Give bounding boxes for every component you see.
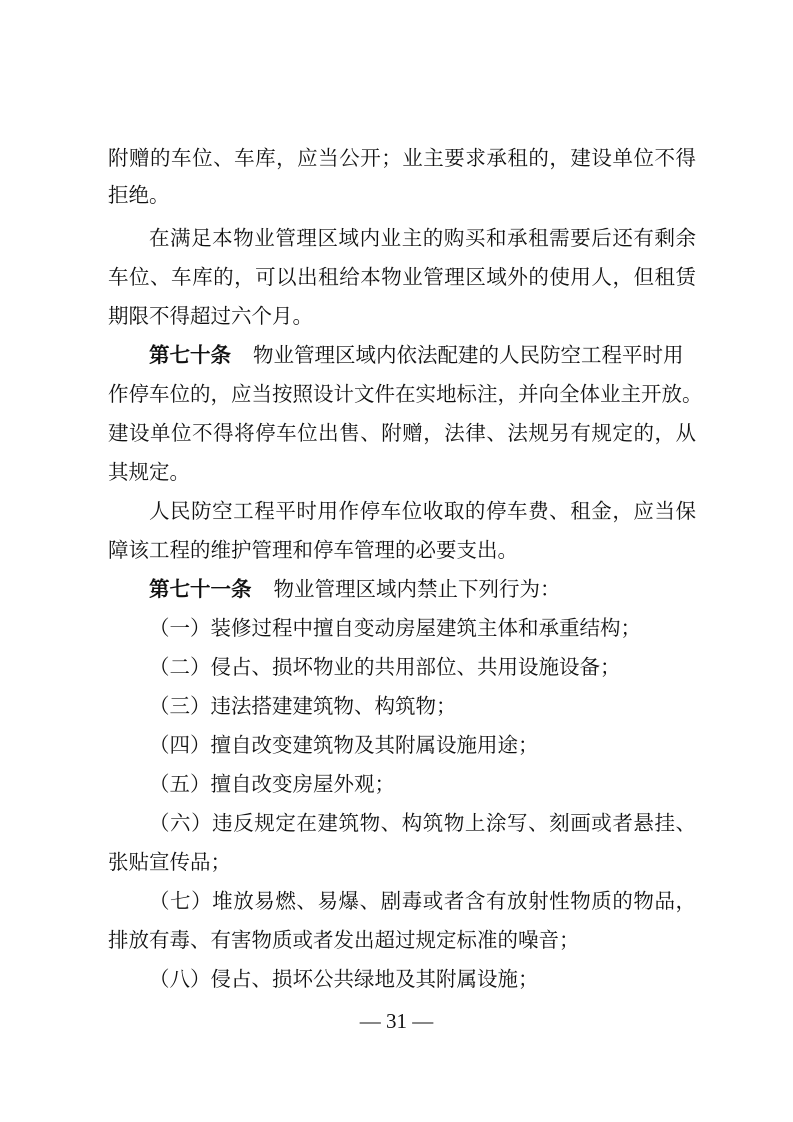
list-item: （五）擅自改变房屋外观； [149,772,395,796]
list-item: （一）装修过程中擅自变动房屋建筑主体和承重结构； [149,616,641,640]
list-item: （三）违法搭建建筑物、构筑物； [149,694,457,718]
body-text-line: 附赠的车位、车库，应当公开；业主要求承租的，建设单位不得 [108,146,696,170]
article-71-first-line [149,574,696,604]
body-text-span: 物业管理区域内禁止下列行为： [273,577,561,601]
body-text-line: 建设单位不得将停车位出售、附赠，法律、法规另有规定的，从 [108,421,696,445]
body-text-line: 车位、车库的，可以出租给本物业管理区域外的使用人，但租赁 [108,265,696,289]
body-text-span: 物业管理区域内依法配建的人民防空工程平时用 [253,343,684,367]
article-70-heading: 第七十条 [149,343,231,367]
body-text-line: 期限不得超过六个月。 [108,304,313,328]
list-item-continuation: 张贴宣传品； [108,850,231,874]
body-text-line: 其规定。 [108,460,190,484]
list-item: （八）侵占、损坏公共绿地及其附属设施； [149,967,539,991]
body-text-line: 人民防空工程平时用作停车位收取的停车费、租金，应当保 [149,499,696,523]
body-text-line: 在满足本物业管理区域内业主的购买和承租需要后还有剩余 [149,226,696,250]
list-item-continuation: 排放有毒、有害物质或者发出超过规定标准的噪音； [108,928,580,952]
body-text-line: 作停车位的，应当按照设计文件在实地标注，并向全体业主开放。 [108,382,703,406]
list-item: （四）擅自改变建筑物及其附属设施用途； [149,733,539,757]
article-71-heading: 第七十一条 [149,577,252,601]
body-text-line: 障该工程的维护管理和停车管理的必要支出。 [108,538,518,562]
page-number: — 31 — [359,1009,434,1033]
list-item: （二）侵占、损坏物业的共用部位、共用设施设备； [149,655,621,679]
body-text-line: 拒绝。 [108,183,170,207]
list-item: （六）违反规定在建筑物、构筑物上涂写、刻画或者悬挂、 [149,811,696,835]
article-70-first-line [149,340,696,370]
list-item: （七）堆放易燃、易爆、剧毒或者含有放射性物质的物品， [149,889,696,913]
